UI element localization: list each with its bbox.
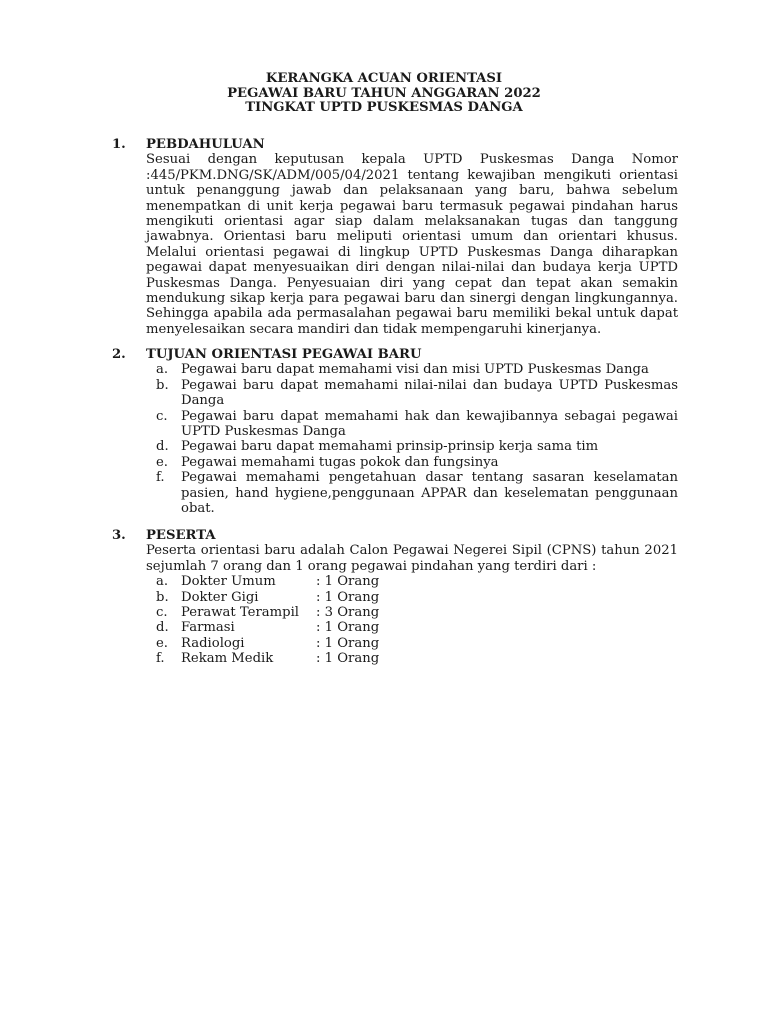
section-peserta <box>112 528 678 667</box>
participant-role: Rekam Medik <box>181 651 274 667</box>
participant-role: Radiologi <box>181 635 245 651</box>
list-marker: f. <box>156 651 165 667</box>
list-marker: c. <box>156 408 168 424</box>
participant-count: : 1 Orang <box>316 574 380 590</box>
participant-role: Dokter Umum <box>181 574 276 590</box>
participant-count: : 1 Orang <box>316 589 380 605</box>
list-text: Pegawai baru dapat memahami hak dan kewajibannya sebagai pegawai UPTD Puskesmas Danga <box>181 408 678 440</box>
participant-row <box>146 651 678 666</box>
document-title <box>0 72 768 116</box>
section-title: TUJUAN ORIENTASI PEGAWAI BARU <box>146 347 422 362</box>
objectives-list <box>146 362 678 516</box>
list-text: Pegawai memahami pengetahuan dasar tentang sasaran keselamatan pasien, hand hygiene,penggunaan APPAR dan keselematan penggunaan obat. <box>181 470 678 517</box>
list-marker: f. <box>156 470 165 486</box>
section-number: 3. <box>112 528 126 543</box>
participant-count: : 1 Orang <box>316 620 380 636</box>
title-line-1: KERANGKA ACUAN ORIENTASI <box>265 71 503 86</box>
section-title: PESERTA <box>146 528 216 543</box>
list-item <box>146 378 678 409</box>
list-marker: d. <box>156 439 169 455</box>
section-number: 1. <box>112 137 126 152</box>
participant-count: : 3 Orang <box>316 605 380 621</box>
participant-role: Perawat Terampil <box>181 605 300 621</box>
list-marker: c. <box>156 605 168 621</box>
list-text: Pegawai baru dapat memahami prinsip-prinsip kerja sama tim <box>181 439 599 455</box>
list-item <box>146 470 678 516</box>
list-text: Pegawai baru dapat memahami visi dan misi UPTD Puskesmas Danga <box>181 362 649 378</box>
section-heading <box>112 528 678 543</box>
section-title: PEBDAHULUAN <box>146 137 265 152</box>
list-marker: a. <box>156 362 169 378</box>
list-item <box>146 439 678 454</box>
participants-list <box>146 574 678 666</box>
participant-count: : 1 Orang <box>316 651 380 667</box>
list-marker: d. <box>156 620 169 636</box>
list-marker: b. <box>156 589 169 605</box>
list-text: Pegawai memahami tugas pokok dan fungsinya <box>181 454 499 470</box>
list-marker: e. <box>156 454 168 470</box>
participant-role: Dokter Gigi <box>181 589 259 605</box>
section-heading <box>112 137 678 152</box>
participant-row <box>146 636 678 651</box>
section-paragraph: Sesuai dengan keputusan kepala UPTD Puskesmas Danga Nomor :445/PKM.DNG/SK/ADM/005/04/2021 tentang kewajiban mengikuti orientasi untuk penanggung jawab dan pelaksanaan yang baru, bahwa sebelum menempatkan di unit kerja pegawai baru termasuk pegawai pindahan harus mengikuti orientasi agar siap dalam melaksanakan tugas dan tanggung jawabnya. Orientasi baru meliputi orientasi umum dan orientari khusus. Melalui orientasi pegawai di lingkup UPTD Puskesmas Danga diharapkan pegawai dapat menyesuaikan diri dengan nilai-nilai dan budaya kerja UPTD Puskesmas Danga. Penyesuaian diri yang cepat dan tepat akan semakin mendukung sikap kerja para pegawai baru dan sinergi dengan lingkungannya. Sehingga apabila ada permasalahan pegawai baru memiliki bekal untuk dapat menyelesaikan secara mandiri dan tidak mempengaruhi kinerjanya. <box>146 152 678 337</box>
participant-row <box>146 590 678 605</box>
participant-row <box>146 620 678 635</box>
section-number: 2. <box>112 347 126 362</box>
section-heading <box>112 347 678 362</box>
list-marker: a. <box>156 574 169 590</box>
list-item <box>146 362 678 377</box>
list-marker: b. <box>156 377 169 393</box>
participant-row <box>146 605 678 620</box>
list-item <box>146 455 678 470</box>
title-line-3: TINGKAT UPTD PUSKESMAS DANGA <box>245 100 523 116</box>
list-item <box>146 409 678 440</box>
title-line-2: PEGAWAI BARU TAHUN ANGGARAN 2022 <box>227 85 541 101</box>
list-text: Pegawai baru dapat memahami nilai-nilai dan budaya UPTD Puskesmas Danga <box>181 377 678 409</box>
section-paragraph: Peserta orientasi baru adalah Calon Pegawai Negerei Sipil (CPNS) tahun 2021 sejumlah 7 orang dan 1 orang pegawai pindahan yang terdiri dari : <box>146 543 678 574</box>
section-tujuan <box>112 347 678 516</box>
participant-count: : 1 Orang <box>316 635 380 651</box>
section-pendahuluan <box>112 137 678 337</box>
participant-row <box>146 574 678 589</box>
list-marker: e. <box>156 635 168 651</box>
participant-role: Farmasi <box>181 620 235 636</box>
